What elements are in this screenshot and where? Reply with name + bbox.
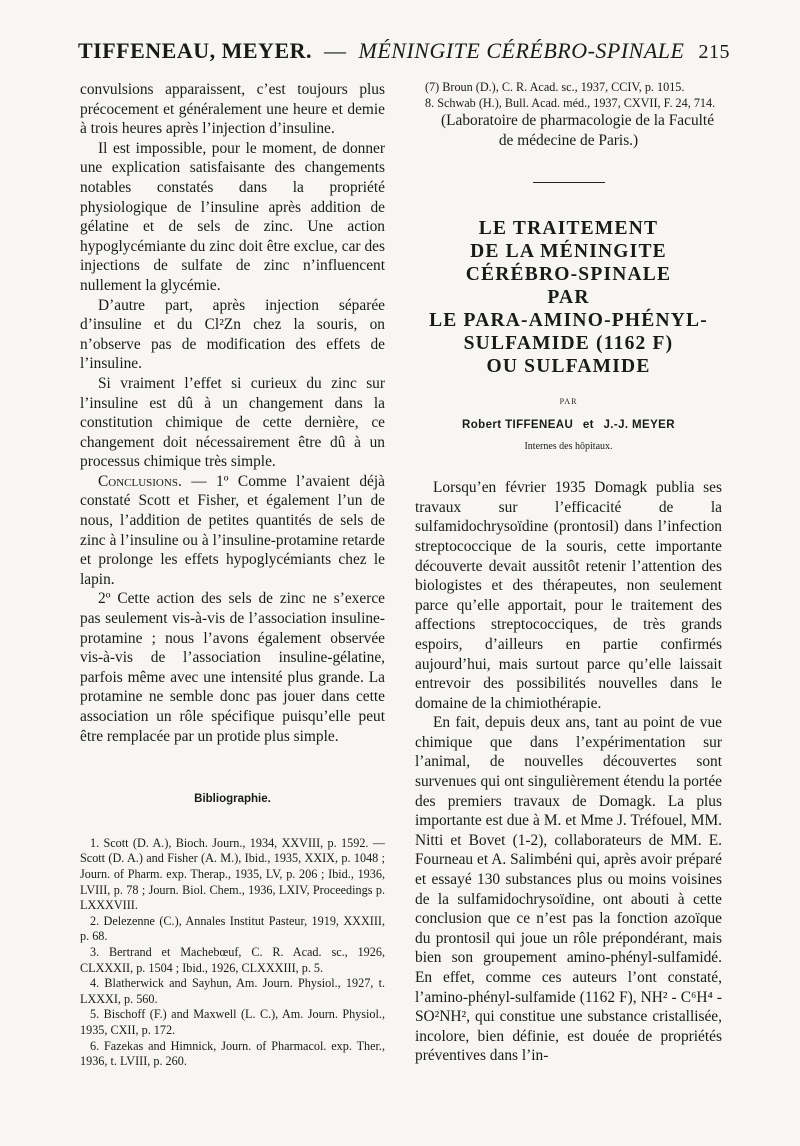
title-line: DE LA MÉNINGITE	[470, 241, 667, 263]
reference-item: 2. Delezenne (C.), Annales Institut Pasteur, 1919, XXXIII, p. 68.	[80, 913, 385, 944]
body-paragraph: 2º Cette action des sels de zinc ne s’exerce pas seulement vis-à-vis de l’association insuline-protamine ; nous l’avons également observée vis-à-vis de l’association insuline-gélatine, parfois même avec une intensité plus grande. La protamine ne semble donc pas jouer dans cette association un rôle spécifique puisqu’elle peut être remplacée par un protide plus simple.	[80, 590, 385, 745]
affiliation: (Laboratoire de pharmacologie de la Faculté de médecine de Paris.)	[440, 112, 715, 149]
body-paragraph: convulsions apparaissent, c’est toujours plus précocement et généralement une heure et demie à trois heures après l’injection d’insuline.	[80, 81, 385, 138]
article-title	[415, 217, 722, 378]
conclusions-label: Conclusions.	[98, 472, 182, 490]
reference-item: 6. Fazekas and Himnick, Journ. of Pharmacol. exp. Ther., 1936, t. LVIII, p. 260.	[80, 1038, 385, 1069]
body-paragraph: Il est impossible, pour le moment, de donner une explication satisfaisante des changements notables constatés dans la propriété physiologique de l’insuline après addition de gélatine et de sels de zinc. Une action hypoglycémiante du zinc doit être exclue, car des injections de sulfate de zinc n’influencent nullement la glycémie.	[80, 139, 385, 294]
running-head-dash: —	[324, 38, 347, 63]
title-line: OU SULFAMIDE	[486, 356, 651, 378]
byline	[415, 416, 722, 436]
running-head	[78, 38, 730, 64]
par-label: PAR	[559, 397, 578, 407]
reference-item: 1. Scott (D. A.), Bioch. Journ., 1934, XXVIII, p. 1592. — Scott (D. A.) and Fisher (A. M.), Ibid., 1935, XXIX, p. 1048 ; Journ. of Pharm. exp. Therap., 1935, LV, p. 206 ; Ibid., 1936, LVIII, p. 78 ; Journ. Biol. Chem., 1936, LXIV, Proceedings p. LXXXVIII.	[80, 835, 385, 913]
title-line: LE PARA-AMINO-PHÉNYL-	[429, 310, 708, 332]
title-line: PAR	[547, 287, 590, 309]
reference-item: 4. Blatherwick and Sayhun, Am. Journ. Physiol., 1927, t. LXXXI, p. 560.	[80, 976, 385, 1006]
bibliography-title: Bibliographie.	[194, 793, 271, 806]
reference-item: 3. Bertrand et Machebœuf, C. R. Acad. sc., 1926, CLXXXII, p. 1504 ; Ibid., 1926, CLXXXIII, p. 5.	[80, 944, 385, 975]
conclusions-paragraph	[80, 472, 385, 590]
reference-list-continued	[415, 80, 722, 111]
body-paragraph: En fait, depuis deux ans, tant au point de vue chimique que dans l’expérimentation sur l’animal, de nouvelles découvertes sont survenues qui ont singulièrement étendu la portée des premiers travaux de Domagk. La plus importante est due à M. et Mme J. Tréfouel, MM. Nitti et Bovet (1-2), collaborateurs de MM. E. Fourneau et A. Salimbéni qui, après avoir préparé et essayé 130 substances plus ou moins voisines de la sulfamidochrysoïdine, ont abouti à cette conclusion que ce n’est pas la fonction azoïque du prontosil qui joue un rôle prépondérant, mais bien son groupement amino-phényl-sulfamidé. En effet, comme ces auteurs l’ont constaté, l’amino-phényl-sulfamide (1162 F), NH² - C⁶H⁴ - SO²NH², qui constitue une substance cristallisée, incolore, bien définie, est douée de propriétés préventives dans l’in-	[415, 714, 722, 1065]
body-paragraph: Si vraiment l’effet si curieux du zinc sur l’insuline est dû à un changement dans la constitution chimique de cette dernière, ce changement doit nécessairement être dû à un processus chimique très simple.	[80, 374, 385, 471]
title-line: LE TRAITEMENT	[478, 218, 659, 240]
running-head-authors: TIFFENEAU, MEYER.	[78, 38, 313, 63]
reference-item: 5. Bischoff (F.) and Maxwell (L. C.), Am. Journ. Physiol., 1935, CXII, p. 172.	[80, 1007, 385, 1037]
author-name: Robert TIFFENEAU	[462, 418, 574, 431]
reference-item: 8. Schwab (H.), Bull. Acad. méd., 1937, CXVII, F. 24, 714.	[425, 95, 716, 110]
running-head-subject: MÉNINGITE CÉRÉBRO-SPINALE	[358, 38, 685, 63]
author-name: J.-J. MEYER	[603, 418, 675, 431]
section-divider	[533, 182, 605, 183]
reference-item: (7) Broun (D.), C. R. Acad. sc., 1937, CCIV, p. 1015.	[425, 80, 685, 94]
author-conjunction: et	[582, 418, 594, 431]
conclusions-text: — 1º Comme l’avaient déjà constaté Scott et Fisher, et également l’un de nous, l’addition de petites quantités de sels de zinc à l’insuline ou à l’insuline-protamine retarde et prolonge les effets hypoglycémiants chez le lapin.	[80, 472, 385, 588]
reference-list	[80, 836, 385, 1070]
right-column	[415, 80, 722, 1066]
title-line: CÉRÉBRO-SPINALE	[465, 264, 672, 286]
left-column	[80, 80, 385, 1070]
author-role: Internes des hôpitaux.	[524, 440, 613, 452]
page-number: 215	[698, 41, 730, 63]
title-line: SULFAMIDE (1162 F)	[463, 333, 674, 355]
body-paragraph: Lorsqu’en février 1935 Domagk publia ses travaux sur l’efficacité de la sulfamidochrysoïdine (prontosil) dans l’infection streptococcique de la souris, cette importante découverte devait aussitôt retenir l’attention des biologistes et des thérapeutes, non seulement parce qu’elle apportait, pour le traitement des affections streptococciques, de très grands espoirs, d’ailleurs en partie confirmés aujourd’hui, mais surtout parce qu’elle laissait entrevoir des possibilités nouvelles dans le domaine de la chimiothérapie.	[415, 479, 722, 712]
body-paragraph: D’autre part, après injection séparée d’insuline et du Cl²Zn chez la souris, on n’observe pas de modification des effets de l’insuline.	[80, 296, 385, 373]
